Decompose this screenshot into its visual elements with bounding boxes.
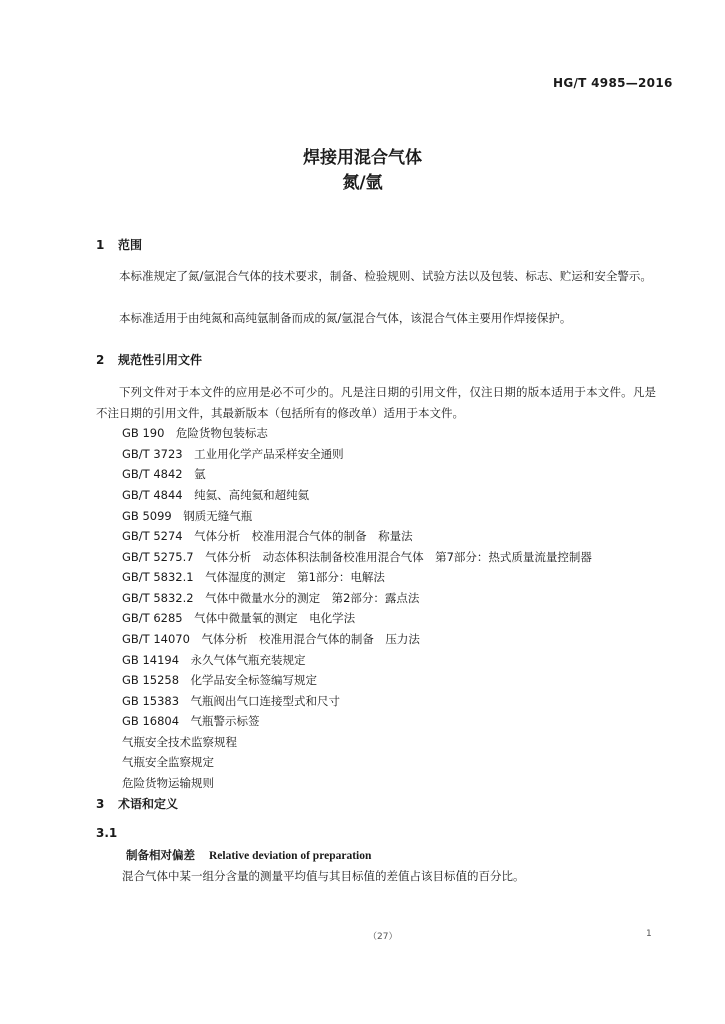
reference-item: GB 16804 气瓶警示标签 bbox=[122, 714, 260, 728]
reference-item: GB 15258 化学品安全标签编写规定 bbox=[122, 673, 318, 687]
section-3-heading bbox=[96, 795, 178, 812]
section-title: 范围 bbox=[118, 238, 143, 252]
document-title: 焊接用混合气体 bbox=[303, 148, 422, 168]
reference-item: GB/T 4844 纯氦、高纯氦和超纯氦 bbox=[122, 488, 310, 502]
section-number: 2 bbox=[96, 353, 105, 367]
page-label: （27） bbox=[368, 932, 398, 942]
section-title: 术语和定义 bbox=[118, 797, 179, 811]
term-definition: 混合气体中某一组分含量的测量平均值与其目标值的差值占该目标值的百分比。 bbox=[122, 869, 525, 883]
standard-code: HG/T 4985—2016 bbox=[553, 76, 673, 90]
reference-item: GB 5099 钢质无缝气瓶 bbox=[122, 509, 253, 523]
subsection-number: 3.1 bbox=[96, 826, 118, 840]
reference-item: GB/T 4842 氩 bbox=[122, 467, 206, 481]
reference-item: GB/T 5274 气体分析 校准用混合气体的制备 称量法 bbox=[122, 529, 413, 543]
reference-item: GB/T 3723 工业用化学产品采样安全通则 bbox=[122, 447, 344, 461]
reference-item: 气瓶安全监察规定 bbox=[122, 755, 214, 769]
term-entry bbox=[126, 847, 371, 863]
reference-item: GB 15383 气瓶阀出气口连接型式和尺寸 bbox=[122, 694, 341, 708]
section-1-paragraph-2: 本标准适用于由纯氮和高纯氩制备而成的氮/氩混合气体，该混合气体主要用作焊接保护。 bbox=[119, 311, 572, 325]
reference-item: 危险货物运输规则 bbox=[122, 776, 214, 790]
page-number: 1 bbox=[646, 929, 652, 939]
reference-item: GB/T 5275.7 气体分析 动态体积法制备校准用混合气体 第7部分：热式质量流量控制器 bbox=[122, 550, 592, 564]
section-1-heading bbox=[96, 236, 142, 253]
section-2-intro: 下列文件对于本文件的应用是必不可少的。凡是注日期的引用文件，仅注日期的版本适用于本文件。凡是不注日期的引用文件，其最新版本（包括所有的修改单）适用于本文件。 bbox=[96, 385, 656, 420]
section-number: 3 bbox=[96, 797, 105, 811]
document-subtitle: 氮/氩 bbox=[342, 173, 383, 193]
term-english: Relative deviation of preparation bbox=[209, 850, 372, 862]
reference-item: GB/T 5832.1 气体湿度的测定 第1部分：电解法 bbox=[122, 570, 385, 584]
term-chinese: 制备相对偏差 bbox=[126, 848, 195, 862]
reference-item: GB/T 14070 气体分析 校准用混合气体的制备 压力法 bbox=[122, 632, 420, 646]
reference-item: GB/T 6285 气体中微量氧的测定 电化学法 bbox=[122, 611, 356, 625]
section-2-heading bbox=[96, 351, 202, 368]
section-1-paragraph-1: 本标准规定了氮/氩混合气体的技术要求，制备、检验规则、试验方法以及包装、标志、贮运和安全警示。 bbox=[119, 269, 652, 283]
reference-item: 气瓶安全技术监察规程 bbox=[122, 735, 237, 749]
reference-item: GB 14194 永久气体气瓶充装规定 bbox=[122, 653, 306, 667]
reference-item: GB/T 5832.2 气体中微量水分的测定 第2部分：露点法 bbox=[122, 591, 420, 605]
section-title: 规范性引用文件 bbox=[118, 353, 203, 367]
reference-item: GB 190 危险货物包装标志 bbox=[122, 426, 268, 440]
section-number: 1 bbox=[96, 238, 105, 252]
